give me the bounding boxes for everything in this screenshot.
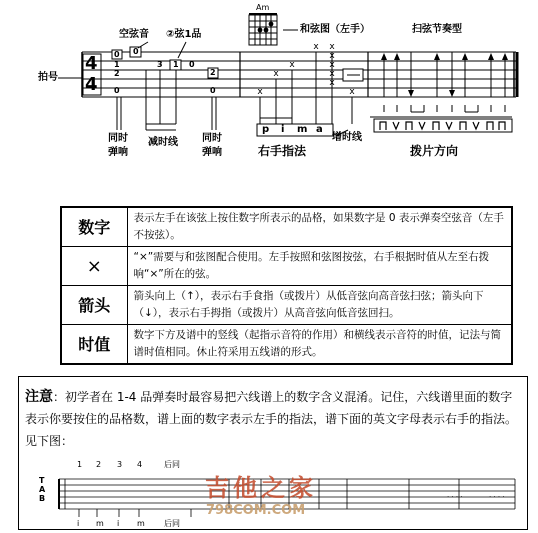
svg-text:x: x	[313, 42, 319, 52]
finger-p: p	[262, 124, 270, 135]
example-bottom-label: m	[137, 519, 145, 528]
example-tab-letter: A	[39, 485, 46, 494]
table-value: 表示左手在该弦上按住数字所表示的品格，如果数字是 0 表示弹奏空弦音（左手不按弦）。	[127, 207, 512, 247]
pick-direction-glyphs	[374, 119, 512, 132]
table-row	[61, 247, 512, 286]
example-top-label: 2	[96, 460, 102, 469]
svg-text:x: x	[329, 60, 335, 70]
example-bottom-label: m	[96, 519, 104, 528]
svg-text:x: x	[257, 87, 263, 97]
fret-label: ②弦1品	[166, 29, 202, 40]
together-label: 弹响	[202, 147, 222, 158]
notation-table	[60, 206, 513, 365]
svg-text:x: x	[349, 87, 355, 97]
right-hand-label: 右手指法	[258, 144, 307, 158]
svg-text:x: x	[329, 51, 335, 61]
finger-a: a	[316, 124, 323, 135]
watermark-en: 798COM.COM	[206, 503, 306, 518]
table-value: 数字下方及谱中的竖线（起指示音符的作用）和横线表示音符的时值，记法与简谱时值相同。休止符采用五线谱的形式。	[127, 325, 512, 365]
open-string-label: 空弦音	[119, 29, 149, 40]
half-time-label: 减时线	[148, 137, 178, 148]
tab-number: 2	[114, 69, 120, 78]
tab-number: 0	[189, 60, 195, 69]
svg-text:x: x	[329, 42, 335, 52]
example-top-label: 3	[117, 460, 123, 469]
tab-number: 0	[133, 47, 139, 56]
svg-text:x: x	[273, 69, 279, 79]
note-body: ：初学者在 1-4 品弹奏时最容易把六线谱上的数字含义混淆。记住，六线谱里面的数字表示你要按住的品格数，谱上面的数字表示左手的指法，谱下面的英文字母表示右手的指法。见下图：	[25, 390, 518, 448]
together-label: 同时	[202, 133, 222, 144]
beat-label: 拍号	[38, 72, 58, 83]
example-bottom-label: i	[77, 519, 80, 528]
table-row	[61, 286, 512, 325]
svg-text:x: x	[329, 69, 335, 79]
tab-number: 0	[114, 50, 120, 59]
table-key: 箭头	[61, 286, 127, 325]
tab-number: 0	[114, 86, 120, 95]
example-top-label: 1	[77, 460, 83, 469]
finger-i: i	[281, 124, 285, 135]
chord-diagram-label: 和弦图（左手）	[300, 24, 370, 35]
table-row	[61, 207, 512, 247]
pick-direction-label: 拨片方向	[410, 144, 459, 158]
table-key: 时值	[61, 325, 127, 365]
example-top-label: 4	[137, 460, 143, 469]
table-key: 数字	[61, 207, 127, 247]
finger-m: m	[297, 124, 308, 135]
note-text	[25, 386, 523, 452]
table-key: ×	[61, 247, 127, 286]
tab-number: 3	[157, 60, 163, 69]
example-bottom-label: i	[117, 519, 120, 528]
watermark-cn: 吉他之家	[205, 474, 317, 502]
add-time-label: 增时线	[332, 132, 362, 143]
svg-text:x: x	[289, 60, 295, 70]
note-title: 注意	[25, 389, 53, 405]
tab-number: 1	[173, 60, 179, 69]
tab-number: 0	[210, 86, 216, 95]
together-label: 弹响	[108, 147, 128, 158]
svg-text:. . . .: . . . .	[447, 491, 463, 499]
time-sig-top: 4	[85, 53, 98, 74]
table-value: “×”需要与和弦图配合使用。左手按照和弦图按弦，右手根据时值从左至右拨响“×”所在的弦。	[127, 247, 512, 286]
example-top-label: 后同	[164, 460, 180, 469]
example-bottom-label: 后同	[164, 519, 180, 528]
example-tab-letter: T	[39, 476, 45, 485]
table-row	[61, 325, 512, 365]
svg-text:x: x	[329, 78, 335, 88]
svg-text:. . . .: . . . .	[489, 491, 505, 499]
time-sig-bottom: 4	[85, 74, 98, 95]
chord-name: Am	[256, 3, 270, 12]
table-value: 箭头向上（↑），表示右手食指（或拨片）从低音弦向高音弦扫弦；箭头向下（↓），表示右手拇指（或拨片）从高音弦向低音弦回扫。	[127, 286, 512, 325]
tab-number: 1	[114, 60, 120, 69]
example-tab-letter: B	[39, 494, 46, 503]
tab-number: 2	[210, 68, 216, 77]
together-label: 同时	[108, 133, 128, 144]
strum-rhythm-label: 扫弦节奏型	[412, 24, 462, 35]
